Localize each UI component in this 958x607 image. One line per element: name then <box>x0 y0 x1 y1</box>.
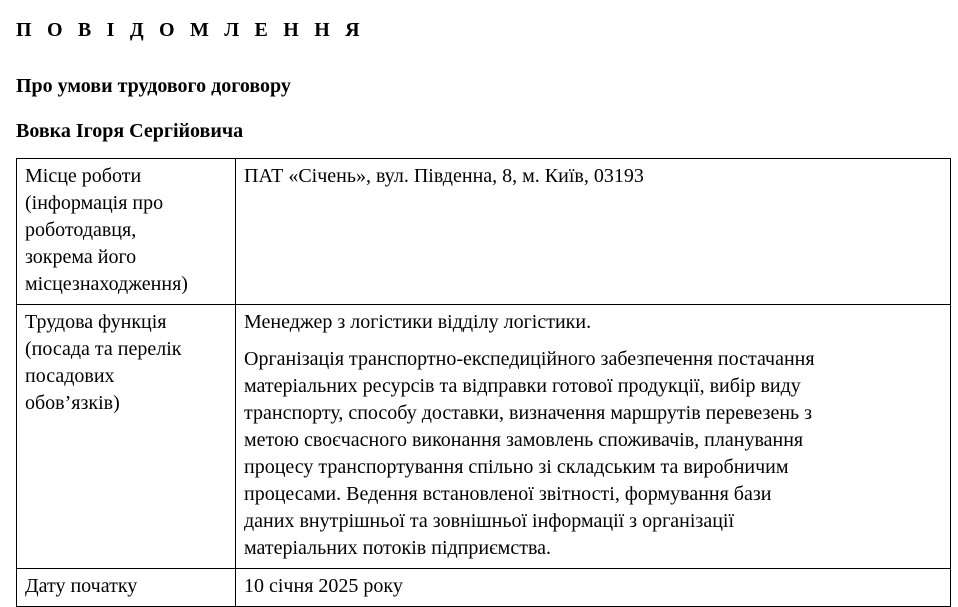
document-title: П О В І Д О М Л Е Н Н Я <box>16 19 365 41</box>
label-line: (інформація про <box>25 192 164 214</box>
value-line: процесами. Ведення встановленої звітності, формування бази <box>244 483 772 505</box>
value-line: матеріальних ресурсів та відправки готової продукції, вибір виду <box>244 375 801 397</box>
row-value-cell <box>236 305 951 569</box>
label-line: роботодавця, <box>25 219 137 241</box>
value-line: Менеджер з логістики відділу логістики. <box>244 311 592 333</box>
table-row-job-function <box>17 305 951 569</box>
value-line: даних внутрішньої та зовнішньої інформації з організації <box>244 510 735 532</box>
value-line: метою своєчасного виконання замовлень споживачів, планування <box>244 429 804 451</box>
label-line: Трудова функція <box>25 311 167 333</box>
table-row-workplace <box>17 159 951 305</box>
row-label-cell <box>17 159 236 305</box>
value-line: 10 січня 2025 року <box>244 575 403 597</box>
document-subtitle: Про умови трудового договору <box>16 75 291 97</box>
value-line: транспорту, способу доставки, визначення маршрутів перевезень з <box>244 402 813 424</box>
label-line: посадових <box>25 365 115 387</box>
row-label-cell <box>17 305 236 569</box>
label-line: зокрема його <box>25 246 137 268</box>
contract-terms-table <box>16 158 951 607</box>
value-line: ПАТ «Січень», вул. Південна, 8, м. Київ, 03193 <box>244 165 644 187</box>
employee-name: Вовка Ігоря Сергійовича <box>16 120 244 142</box>
label-line: місцезнаходження) <box>25 273 188 295</box>
label-line: обов’язків) <box>25 392 120 414</box>
paragraph-gap <box>244 336 942 346</box>
label-line: (посада та перелік <box>25 338 182 360</box>
label-line: Дату початку <box>25 575 138 597</box>
value-line: процесу транспортування спільно зі складським та виробничим <box>244 456 789 478</box>
value-line: Організація транспортно-експедиційного забезпечення постачання <box>244 348 815 370</box>
label-line: Місце роботи <box>25 165 142 187</box>
value-line: матеріальних потоків підприємства. <box>244 537 552 559</box>
row-value-cell <box>236 159 951 305</box>
